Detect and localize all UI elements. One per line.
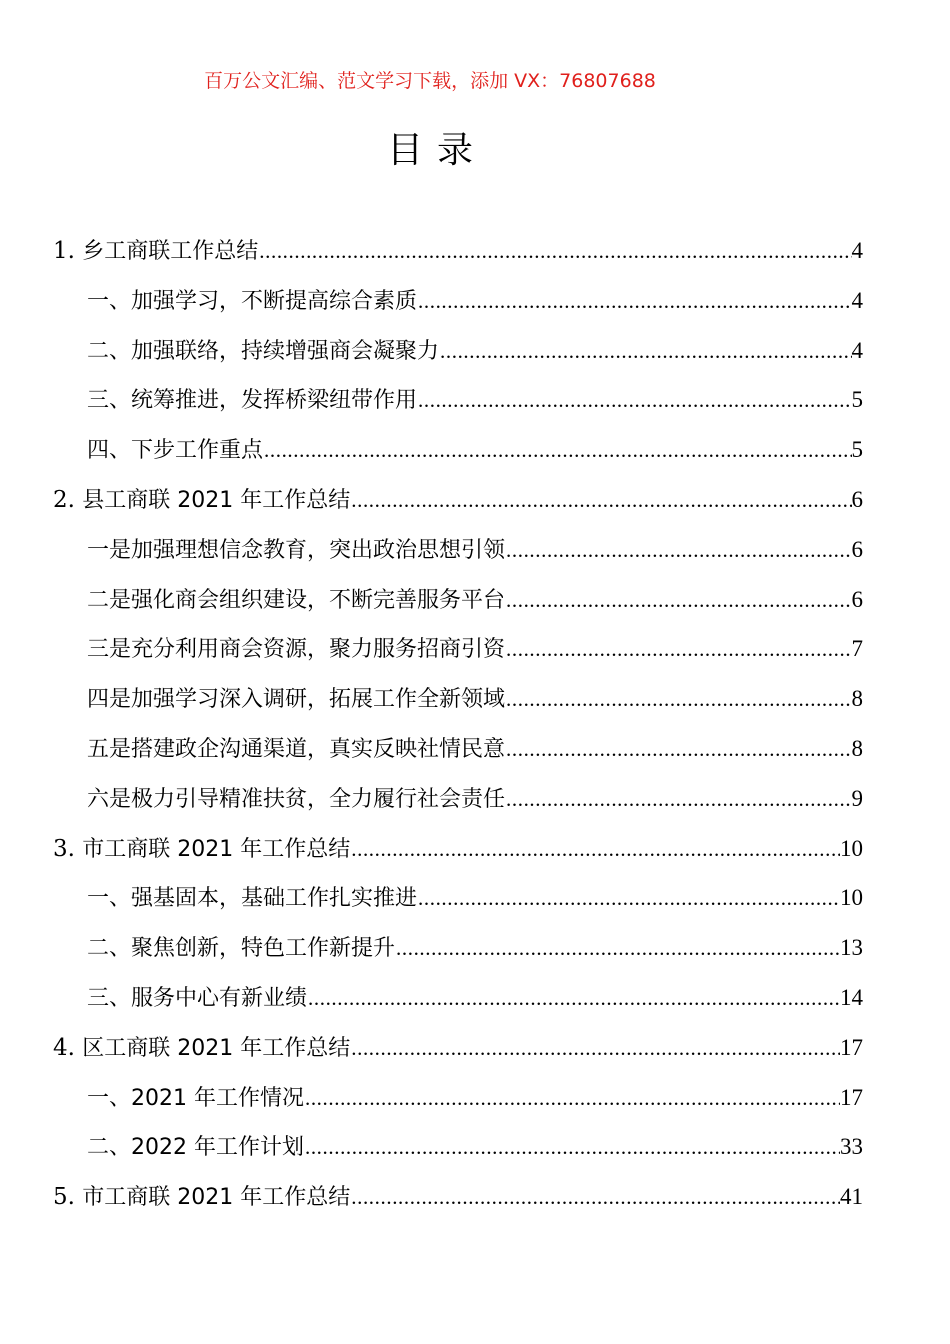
page-number: 5 [851, 387, 863, 413]
toc-entry[interactable] [53, 1023, 863, 1073]
page-number: 33 [840, 1134, 863, 1160]
page-number: 5 [851, 437, 863, 463]
entry-number: 3. [53, 835, 83, 862]
dot-leader [505, 675, 851, 725]
dot-leader [395, 924, 840, 974]
dot-leader [505, 775, 851, 825]
page-number: 6 [851, 536, 863, 562]
toc-entry[interactable] [53, 525, 863, 575]
dot-leader [350, 1024, 840, 1074]
promo-banner: 百万公文汇编、范文学习下载，添加 VX：76807688 [204, 70, 656, 92]
dot-leader [505, 725, 851, 775]
page-number: 7 [851, 636, 863, 662]
entry-title: 市工商联 2021 年工作总结 [82, 1185, 351, 1211]
dot-leader [350, 1173, 840, 1223]
page-number: 41 [840, 1184, 863, 1210]
dot-leader [258, 227, 851, 277]
toc-entry[interactable] [53, 276, 863, 326]
toc-entry[interactable] [53, 774, 863, 824]
page-number: 10 [840, 835, 863, 861]
dot-leader [304, 1074, 840, 1124]
entry-title: 三是充分利用商会资源，聚力服务招商引资 [87, 637, 506, 663]
entry-title: 市工商联 2021 年工作总结 [82, 836, 351, 862]
entry-number: 5. [53, 1184, 83, 1211]
page-number: 6 [851, 486, 863, 512]
entry-title: 县工商联 2021 年工作总结 [82, 487, 351, 513]
entry-title: 三、服务中心有新业绩 [87, 985, 308, 1011]
dot-leader [350, 825, 840, 875]
page-number: 9 [851, 785, 863, 811]
page-number: 8 [851, 686, 863, 712]
dot-leader [350, 476, 851, 526]
dot-leader [263, 426, 851, 476]
dot-leader [505, 576, 851, 626]
page-number: 10 [840, 885, 863, 911]
dot-leader [304, 1123, 840, 1173]
dot-leader [439, 327, 851, 377]
page-number: 6 [851, 586, 863, 612]
page-number: 17 [840, 1084, 863, 1110]
toc-entry[interactable] [53, 1073, 863, 1123]
entry-number: 1. [53, 238, 83, 264]
toc-entry[interactable] [53, 724, 863, 774]
entry-title: 五是搭建政企沟通渠道，真实反映社情民意 [87, 736, 506, 762]
entry-title: 六是极力引导精准扶贫，全力履行社会责任 [87, 786, 506, 812]
toc-entry[interactable] [53, 375, 863, 425]
dot-leader [417, 277, 851, 327]
toc-entry[interactable] [53, 824, 863, 874]
page-number: 13 [840, 935, 863, 961]
page-number: 4 [851, 287, 863, 313]
entry-title: 一、2021 年工作情况 [87, 1085, 304, 1111]
entry-title: 一、强基固本，基础工作扎实推进 [87, 886, 418, 912]
dot-leader [505, 625, 851, 675]
entry-title: 四是加强学习深入调研，拓展工作全新领域 [87, 687, 506, 713]
table-of-contents [53, 226, 863, 1222]
toc-entry[interactable] [53, 475, 863, 525]
page-title: 目录 [386, 130, 487, 171]
dot-leader [505, 526, 851, 576]
toc-entry[interactable] [53, 226, 863, 276]
entry-title: 二、2022 年工作计划 [87, 1135, 304, 1161]
dot-leader [307, 974, 840, 1024]
entry-title: 一是加强理想信念教育，突出政治思想引领 [87, 537, 506, 563]
page-number: 17 [840, 1034, 863, 1060]
toc-entry[interactable] [53, 1122, 863, 1172]
page-number: 4 [851, 337, 863, 363]
toc-entry[interactable] [53, 873, 863, 923]
toc-entry[interactable] [53, 326, 863, 376]
toc-entry[interactable] [53, 674, 863, 724]
entry-title: 二、聚焦创新，特色工作新提升 [87, 936, 396, 962]
dot-leader [417, 376, 851, 426]
toc-entry[interactable] [53, 425, 863, 475]
toc-entry[interactable] [53, 973, 863, 1023]
page-number: 14 [840, 984, 863, 1010]
entry-title: 四、下步工作重点 [87, 438, 264, 464]
entry-title: 区工商联 2021 年工作总结 [82, 1035, 351, 1061]
page-number: 8 [851, 735, 863, 761]
entry-title: 三、统筹推进，发挥桥梁纽带作用 [87, 388, 418, 414]
entry-number: 4. [53, 1034, 83, 1061]
toc-entry[interactable] [53, 624, 863, 674]
toc-entry[interactable] [53, 923, 863, 973]
entry-title: 乡工商联工作总结 [82, 239, 259, 264]
toc-entry[interactable] [53, 1172, 863, 1222]
entry-title: 一、加强学习，不断提高综合素质 [87, 288, 418, 314]
page-number: 4 [851, 238, 863, 263]
entry-title: 二是强化商会组织建设，不断完善服务平台 [87, 587, 506, 613]
entry-number: 2. [53, 486, 83, 513]
dot-leader [417, 874, 840, 924]
toc-entry[interactable] [53, 575, 863, 625]
entry-title: 二、加强联络，持续增强商会凝聚力 [87, 338, 440, 364]
